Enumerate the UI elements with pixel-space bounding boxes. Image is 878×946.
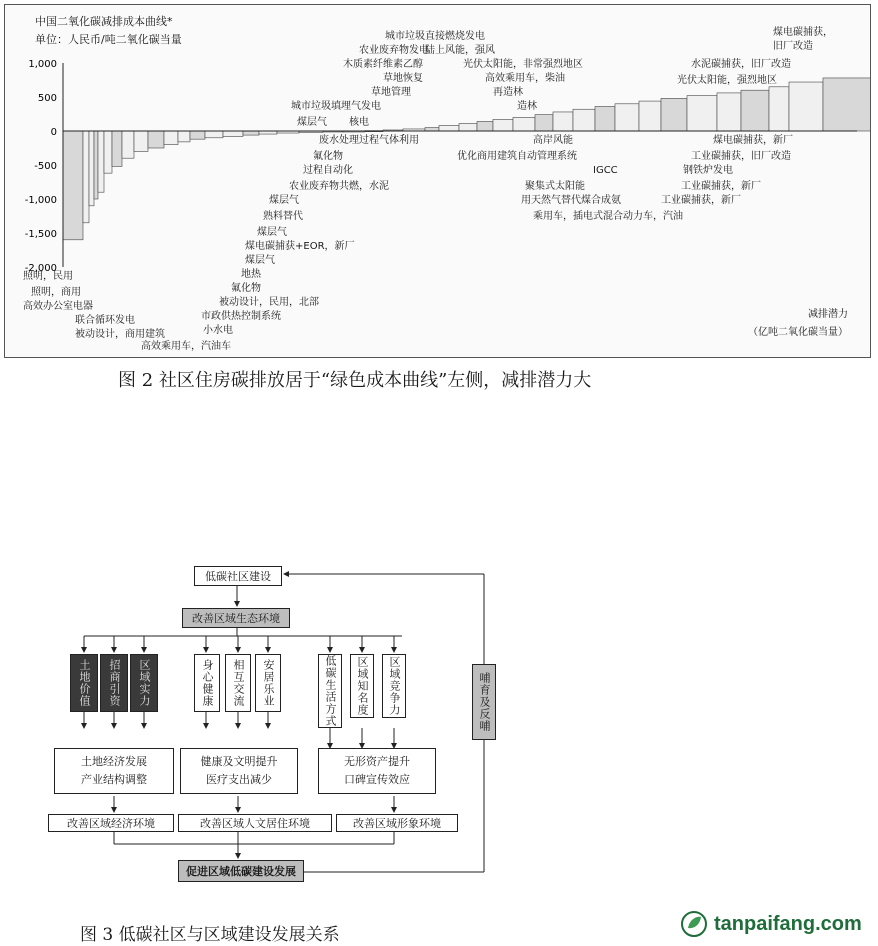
regional-fame-box: 区域知名度: [350, 654, 374, 718]
bar-label: 照明，民用: [23, 271, 73, 282]
cost-bar: [190, 131, 205, 139]
bar-label: 农业废弃物发电: [359, 45, 429, 56]
bar-label: 城市垃圾直接燃烧发电: [385, 31, 485, 42]
bar-label: 乘用车，插电式混合动力车，汽油: [533, 211, 683, 222]
x-axis-unit: （亿吨二氧化碳当量）: [748, 327, 848, 338]
bar-label: 核电: [349, 117, 369, 128]
cost-bar: [823, 78, 870, 131]
improve-economic-box: 改善区域经济环境: [48, 814, 174, 832]
bar-label: 照明，商用: [31, 287, 81, 298]
cost-bar: [205, 131, 223, 138]
cost-bar: [459, 124, 477, 131]
cost-bar: [513, 117, 535, 131]
bar-label: 小水电: [203, 325, 233, 336]
bar-label: 煤电碳捕获+EOR，新厂: [245, 241, 355, 252]
cost-bar: [573, 109, 595, 131]
regional-strength-box: 区域实力: [130, 654, 158, 712]
y-tick-label: 0: [50, 127, 57, 138]
cost-bar: [104, 131, 112, 173]
bar-label: 工业碳捕获，新厂: [661, 195, 741, 206]
economic-line-2: 产业结构调整: [81, 773, 147, 786]
bar-label: 氟化物: [313, 151, 343, 162]
bar-label: 造林: [517, 101, 537, 112]
bar-label: 陆上风能，强风: [425, 45, 495, 56]
improve-image-box: 改善区域形象环境: [336, 814, 458, 832]
cost-bar: [223, 131, 243, 136]
cost-bar: [63, 131, 83, 240]
bar-label: 被动设计，商用建筑: [75, 329, 165, 340]
cost-bar: [83, 131, 89, 223]
figure2-caption: 图 2 社区住房碳排放居于“绿色成本曲线”左侧，减排潜力大: [118, 370, 592, 391]
cost-bar: [595, 107, 615, 131]
cost-bar: [477, 121, 493, 131]
cost-bar: [639, 101, 661, 131]
feedback-box: 哺育及反哺: [472, 664, 496, 740]
bar-label: 聚集式太阳能: [525, 181, 585, 192]
bar-label: 地热: [241, 269, 261, 280]
low-carbon-life-box: 低碳生活方式: [318, 654, 342, 728]
cost-bar: [615, 104, 639, 131]
bar-label: IGCC: [593, 165, 618, 176]
investment-box: 招商引资: [100, 654, 128, 712]
leaf-icon: [680, 910, 708, 938]
bar-label: 光伏太阳能，强烈地区: [677, 75, 777, 86]
cost-bar: [94, 131, 98, 199]
bar-label: 煤层气: [269, 195, 299, 206]
bar-label: 光伏太阳能，非常强烈地区: [463, 59, 583, 70]
bar-label: 高效办公室电器: [23, 301, 93, 312]
bar-label: 草地管理: [371, 87, 411, 98]
cost-bar: [134, 131, 148, 151]
relationship-diagram: [0, 560, 878, 890]
cost-bar: [148, 131, 164, 148]
bar-label: 联合循环发电: [75, 315, 135, 326]
competitiveness-box: 区域竞争力: [382, 654, 406, 718]
asset-line-1: 无形资产提升: [344, 755, 410, 768]
chart-unit-label: 单位：人民币/吨二氧化碳当量: [35, 33, 182, 46]
asset-line-2: 口碑宣传效应: [344, 773, 410, 786]
cost-bar: [122, 131, 134, 158]
bar-label: 用天然气替代煤合成氨: [521, 195, 621, 206]
cost-bar: [493, 119, 513, 131]
cost-bar: [687, 96, 717, 131]
cost-bar: [243, 131, 259, 135]
y-tick-label: -1,000: [24, 195, 57, 206]
bar-label: 煤电碳捕获，: [773, 27, 833, 38]
diagram-connectors: [0, 560, 878, 890]
livelihood-col-box: 安居乐业: [255, 654, 281, 712]
ecology-box: 改善区域生态环境: [182, 608, 290, 628]
bar-label: 高效乘用车，柴油: [485, 73, 565, 84]
watermark-text: tanpaifang.com: [714, 912, 862, 935]
cost-bar: [89, 131, 94, 206]
economic-development-box: [54, 748, 174, 794]
bar-label: 废水处理过程气体利用: [319, 135, 419, 146]
cost-bar: [717, 93, 741, 131]
bar-label: 煤电碳捕获，新厂: [713, 135, 793, 146]
cost-bar: [789, 82, 823, 131]
cost-bar: [553, 112, 573, 131]
intangible-asset-box: [318, 748, 436, 794]
cost-bar: [439, 126, 459, 131]
cost-bar: [425, 128, 439, 131]
x-axis-label: 减排潜力: [808, 309, 848, 320]
chart-title: 中国二氧化碳减排成本曲线*: [35, 15, 173, 28]
bar-label: 工业碳捕获，旧厂改造: [691, 151, 791, 162]
health-line-2: 医疗支出减少: [206, 773, 272, 786]
y-tick-label: -2,000: [24, 263, 57, 274]
cost-bar: [112, 131, 122, 166]
land-value-box: 土地价值: [70, 654, 98, 712]
y-tick-label: 1,000: [28, 59, 57, 70]
bar-label: 旧厂改造: [773, 41, 813, 52]
low-carbon-community-box: 低碳社区建设: [194, 566, 282, 586]
health-col-box: 身心健康: [194, 654, 220, 712]
bar-label: 被动设计，民用，北部: [219, 297, 319, 308]
bar-label: 煤层气: [297, 117, 327, 128]
promote-development-box: 促进区域低碳建设发展: [178, 860, 304, 882]
improve-humanity-box: 改善区域人文居住环境: [178, 814, 332, 832]
figure3-caption: 图 3 低碳社区与区域建设发展关系: [80, 925, 340, 945]
bar-label: 氟化物: [231, 283, 261, 294]
health-improvement-box: [180, 748, 298, 794]
bar-label: 煤层气: [257, 227, 287, 238]
watermark-logo: [680, 910, 862, 938]
cost-bar: [535, 115, 553, 131]
economic-line-1: 土地经济发展: [81, 755, 147, 768]
bar-label: 木质素纤维素乙醇: [343, 59, 423, 70]
bar-label: 钢铁炉发电: [683, 165, 733, 176]
bar-label: 再造林: [493, 87, 523, 98]
y-tick-label: 500: [37, 93, 57, 104]
bar-label: 城市垃圾填埋气发电: [291, 101, 381, 112]
y-tick-label: -1,500: [24, 229, 57, 240]
y-tick-label: -500: [34, 161, 57, 172]
bar-label: 市政供热控制系统: [201, 311, 281, 322]
cost-curve-figure: [4, 4, 871, 358]
bar-label: 优化商用建筑自动管理系统: [457, 151, 577, 162]
cost-bar: [769, 87, 789, 131]
cost-bar: [164, 131, 178, 145]
bar-label: 熟料替代: [263, 211, 303, 222]
health-line-1: 健康及文明提升: [200, 755, 278, 768]
bar-label: 高效乘用车，汽油车: [141, 341, 231, 352]
bar-label: 工业碳捕获，新厂: [681, 181, 761, 192]
bar-label: 过程自动化: [303, 165, 353, 176]
cost-bar: [661, 98, 687, 131]
bar-label: 煤层气: [245, 255, 275, 266]
bar-label: 水泥碳捕获，旧厂改造: [691, 59, 791, 70]
cost-bar: [98, 131, 104, 192]
communication-col-box: 相互交流: [225, 654, 251, 712]
cost-bar: [178, 131, 190, 142]
bar-label: 高岸风能: [533, 135, 573, 146]
cost-bar: [741, 90, 769, 131]
bar-label: 农业废弃物共燃，水泥: [289, 181, 389, 192]
bar-label: 草地恢复: [383, 73, 423, 84]
